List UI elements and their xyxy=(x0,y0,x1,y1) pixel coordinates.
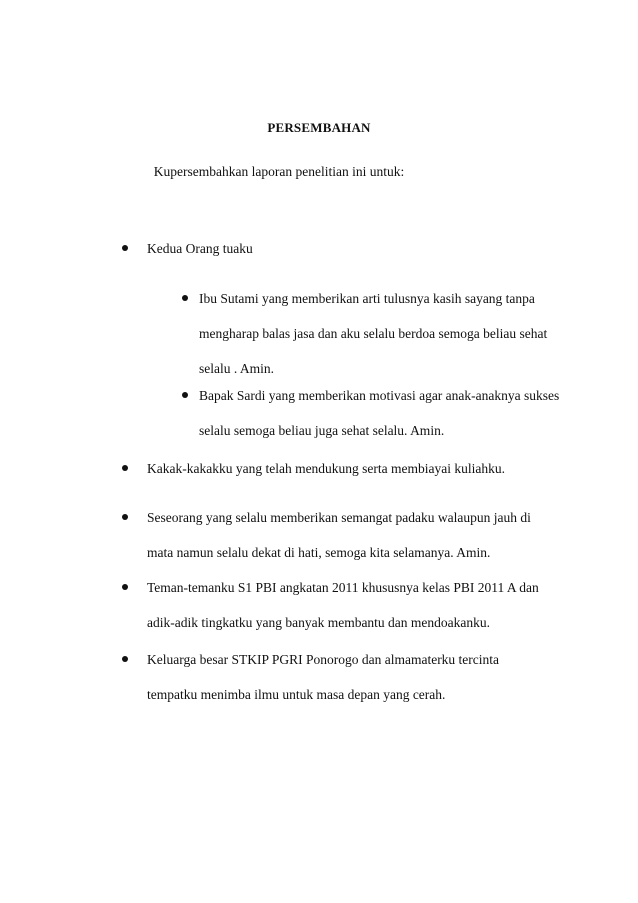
list-item-text: mata namun selalu dekat di hati, semoga kita selamanya. Amin. xyxy=(147,545,491,560)
list-item-text: tempatku menimba ilmu untuk masa depan yang cerah. xyxy=(147,687,446,702)
sub-list-item xyxy=(199,281,547,386)
sub-list-item-text: Bapak Sardi yang memberikan motivasi agar anak-anaknya sukses xyxy=(199,388,560,403)
bullet-icon xyxy=(122,584,128,590)
sub-list-item-text: selalu semoga beliau juga sehat selalu. Amin. xyxy=(199,423,445,438)
bullet-icon xyxy=(182,392,188,398)
list-item-text: Kakak-kakakku yang telah mendukung serta membiayai kuliahku. xyxy=(147,461,506,476)
bullet-icon xyxy=(122,465,128,471)
bullet-icon xyxy=(122,514,128,520)
bullet-icon xyxy=(122,656,128,662)
list-item-text: Teman-temanku S1 PBI angkatan 2011 khususnya kelas PBI 2011 A dan xyxy=(147,580,539,595)
intro-text: Kupersembahkan laporan penelitian ini untuk: xyxy=(153,164,405,179)
list-item xyxy=(147,642,499,712)
list-item-text: adik-adik tingkatku yang banyak membantu dan mendoakanku. xyxy=(147,615,491,630)
bullet-icon xyxy=(182,295,188,301)
list-item xyxy=(147,570,539,640)
bullet-icon xyxy=(122,245,128,251)
sub-list-item-text: selalu . Amin. xyxy=(199,361,274,376)
list-item-text: Keluarga besar STKIP PGRI Ponorogo dan almamaterku tercinta xyxy=(147,652,500,667)
page-title: PERSEMBAHAN xyxy=(267,120,371,135)
list-item xyxy=(147,500,531,570)
sub-list-item-text: Ibu Sutami yang memberikan arti tulusnya kasih sayang tanpa xyxy=(199,291,535,306)
list-item-text: Seseorang yang selalu memberikan semangat padaku walaupun jauh di xyxy=(147,510,531,525)
list-item xyxy=(147,451,505,486)
list-item-text: Kedua Orang tuaku xyxy=(147,241,253,256)
sub-list-item-text: mengharap balas jasa dan aku selalu berdoa semoga beliau sehat xyxy=(199,326,548,341)
sub-list-item xyxy=(199,378,559,448)
list-item xyxy=(147,231,253,266)
